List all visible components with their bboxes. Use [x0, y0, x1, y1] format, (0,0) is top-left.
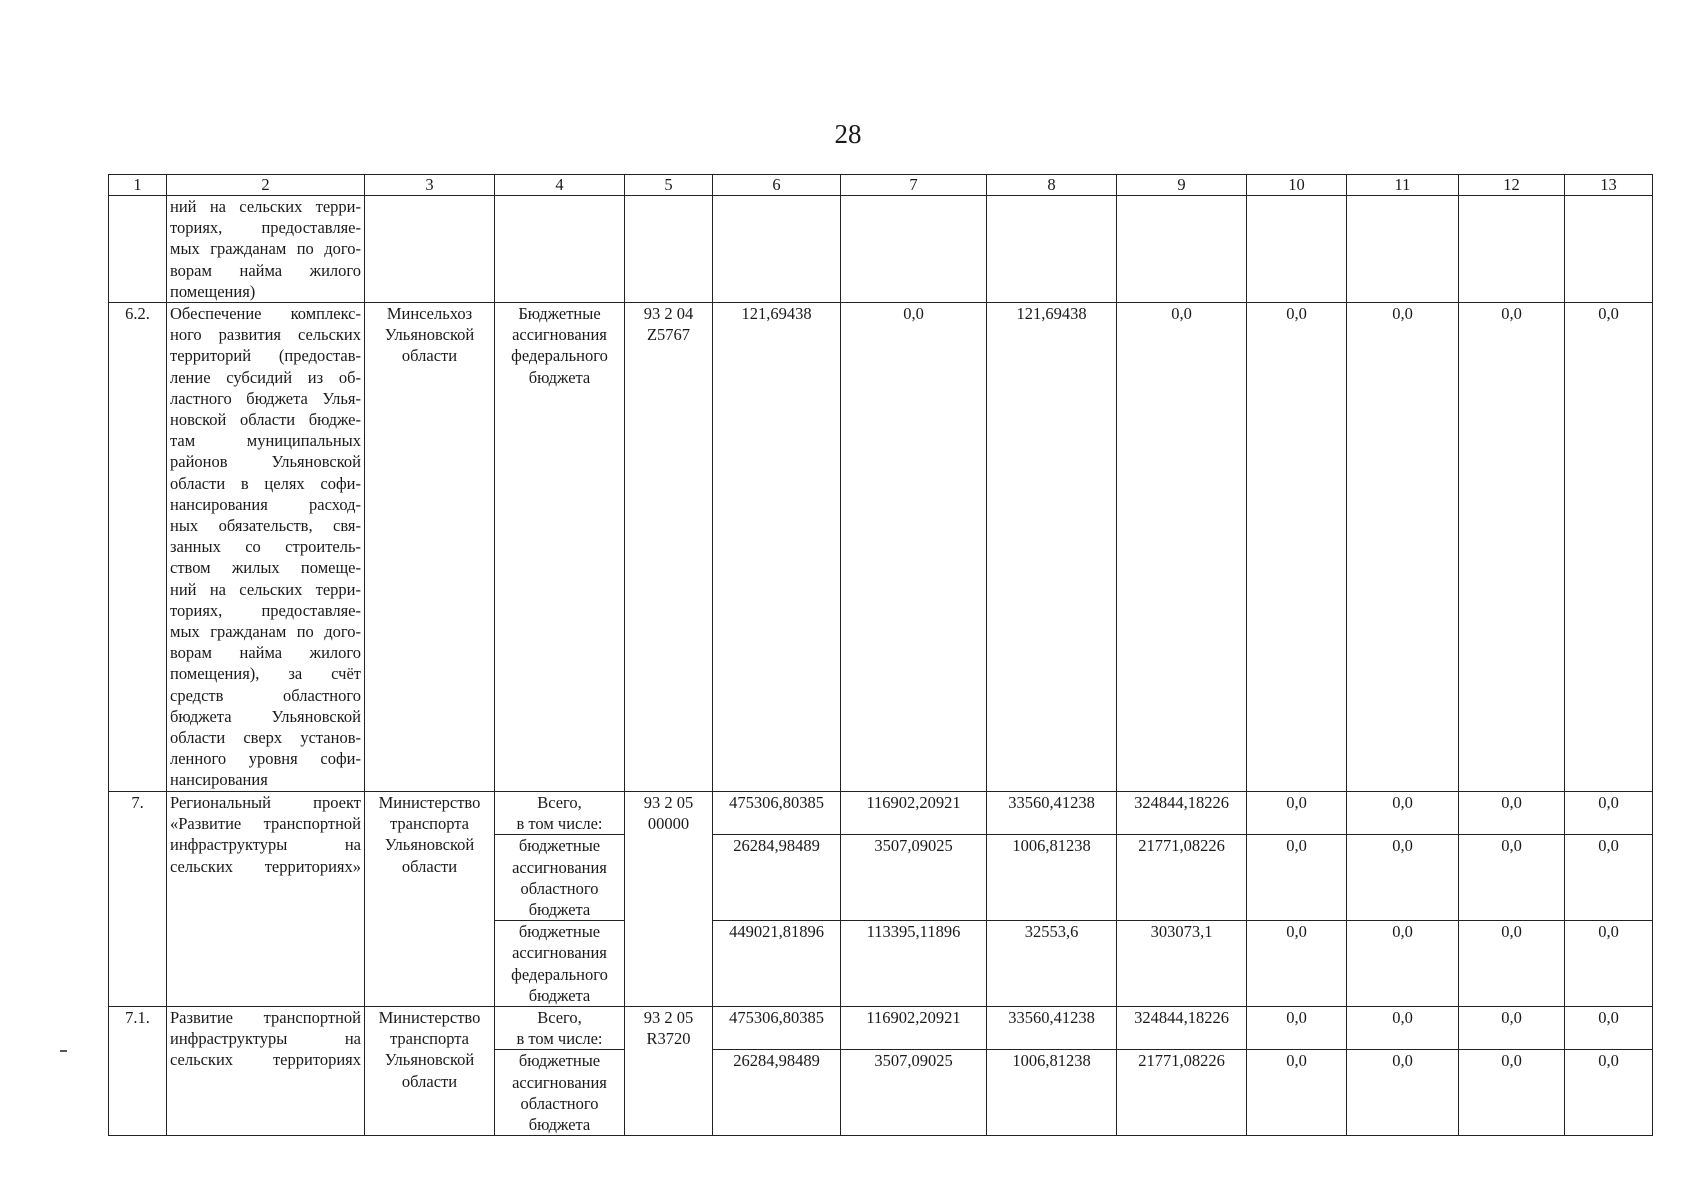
- header-cell: 4: [495, 175, 625, 196]
- value-cell: [841, 196, 987, 303]
- value-cell: 26284,98489: [713, 835, 841, 921]
- value-cell: 475306,80385: [713, 1007, 841, 1050]
- value-cell: 475306,80385: [713, 792, 841, 835]
- row-name: Развитие транспортной инфраструктуры на сельских территориях: [167, 1007, 365, 1136]
- row-number: 7.1.: [109, 1007, 167, 1136]
- value-cell: 33560,41238: [987, 792, 1117, 835]
- value-cell: 21771,08226: [1117, 835, 1247, 921]
- header-cell: 9: [1117, 175, 1247, 196]
- value-cell: [1565, 196, 1653, 303]
- value-cell: 113395,11896: [841, 921, 987, 1007]
- header-cell: 12: [1459, 175, 1565, 196]
- row-source: Всего, в том числе:: [495, 792, 625, 835]
- value-cell: [1347, 196, 1459, 303]
- value-cell: 26284,98489: [713, 1050, 841, 1136]
- value-cell: 0,0: [1565, 1007, 1653, 1050]
- value-cell: 324844,18226: [1117, 1007, 1247, 1050]
- value-cell: 0,0: [1247, 303, 1347, 792]
- header-cell: 7: [841, 175, 987, 196]
- value-cell: 303073,1: [1117, 921, 1247, 1007]
- value-cell: [713, 196, 841, 303]
- table-row: [109, 196, 1653, 303]
- table-body: [109, 175, 1653, 1136]
- row-source: бюджетные ассигнования федерального бюджета: [495, 921, 625, 1007]
- value-cell: [987, 196, 1117, 303]
- value-cell: 21771,08226: [1117, 1050, 1247, 1136]
- row-number: 6.2.: [109, 303, 167, 792]
- header-cell: 11: [1347, 175, 1459, 196]
- value-cell: 0,0: [1565, 921, 1653, 1007]
- row-responsible: [365, 196, 495, 303]
- scan-mark: [60, 1050, 67, 1052]
- value-cell: 33560,41238: [987, 1007, 1117, 1050]
- value-cell: [1117, 196, 1247, 303]
- row-name: Обеспечение комплекс- ного развития сельских территорий (предостав- ление субсидий из об- ластного бюджета Улья- новской области бюдже- там муниципальных районов Ульяновской области в целях софи- нансирования расход- ных обязательств, свя- занных со строитель- ством жилых помеще- ний на сельских терри- ториях, предоставляе- мых гражданам по дого- ворам найма жилого помещения), за счёт средств областного бюджета Ульяновской области сверх установ- ленного уровня софи- нансирования: [167, 303, 365, 792]
- value-cell: 0,0: [1347, 303, 1459, 792]
- row-number: 7.: [109, 792, 167, 1007]
- value-cell: 0,0: [1247, 835, 1347, 921]
- page-number: 28: [834, 119, 862, 149]
- header-cell: 10: [1247, 175, 1347, 196]
- value-cell: 0,0: [1347, 1050, 1459, 1136]
- value-cell: 0,0: [1347, 792, 1459, 835]
- table-row: [109, 303, 1653, 792]
- value-cell: 0,0: [1565, 835, 1653, 921]
- row-number: [109, 196, 167, 303]
- value-cell: 121,69438: [987, 303, 1117, 792]
- row-source: Всего, в том числе:: [495, 1007, 625, 1050]
- row-source: бюджетные ассигнования областного бюджета: [495, 1050, 625, 1136]
- value-cell: 32553,6: [987, 921, 1117, 1007]
- row-source: [495, 196, 625, 303]
- value-cell: 0,0: [1459, 303, 1565, 792]
- row-source: Бюджетные ассигнования федерального бюджета: [495, 303, 625, 792]
- value-cell: 0,0: [1347, 1007, 1459, 1050]
- value-cell: 0,0: [1247, 792, 1347, 835]
- table-row: [109, 1007, 1653, 1050]
- header-cell: 13: [1565, 175, 1653, 196]
- header-cell: 5: [625, 175, 713, 196]
- value-cell: 0,0: [1459, 1007, 1565, 1050]
- row-responsible: Министерство транспорта Ульяновской области: [365, 1007, 495, 1136]
- row-code: 93 2 04 Z5767: [625, 303, 713, 792]
- row-code: [625, 196, 713, 303]
- value-cell: 0,0: [1459, 792, 1565, 835]
- value-cell: [1247, 196, 1347, 303]
- row-responsible: Министерство транспорта Ульяновской области: [365, 792, 495, 1007]
- value-cell: 0,0: [841, 303, 987, 792]
- value-cell: 0,0: [1565, 792, 1653, 835]
- value-cell: 0,0: [1247, 1050, 1347, 1136]
- value-cell: 116902,20921: [841, 1007, 987, 1050]
- value-cell: 0,0: [1565, 303, 1653, 792]
- value-cell: 0,0: [1117, 303, 1247, 792]
- table-row: [109, 792, 1653, 835]
- row-name: Региональный проект «Развитие транспортной инфраструктуры на сельских территориях»: [167, 792, 365, 1007]
- value-cell: 1006,81238: [987, 1050, 1117, 1136]
- value-cell: 0,0: [1247, 921, 1347, 1007]
- value-cell: 1006,81238: [987, 835, 1117, 921]
- value-cell: 0,0: [1565, 1050, 1653, 1136]
- value-cell: 0,0: [1459, 921, 1565, 1007]
- value-cell: 121,69438: [713, 303, 841, 792]
- value-cell: 0,0: [1459, 1050, 1565, 1136]
- row-code: 93 2 05 00000: [625, 792, 713, 1007]
- header-cell: 3: [365, 175, 495, 196]
- row-responsible: Минсельхоз Ульяновской области: [365, 303, 495, 792]
- value-cell: 0,0: [1459, 835, 1565, 921]
- header-cell: 8: [987, 175, 1117, 196]
- value-cell: [1459, 196, 1565, 303]
- header-cell: 6: [713, 175, 841, 196]
- table-header-row: [109, 175, 1653, 196]
- value-cell: 0,0: [1347, 921, 1459, 1007]
- row-name: ний на сельских терри- ториях, предоставляе- мых гражданам по дого- ворам найма жилого помещения): [167, 196, 365, 303]
- value-cell: 3507,09025: [841, 1050, 987, 1136]
- value-cell: 324844,18226: [1117, 792, 1247, 835]
- value-cell: 449021,81896: [713, 921, 841, 1007]
- row-source: бюджетные ассигнования областного бюджета: [495, 835, 625, 921]
- row-code: 93 2 05 R3720: [625, 1007, 713, 1136]
- header-cell: 2: [167, 175, 365, 196]
- value-cell: 116902,20921: [841, 792, 987, 835]
- value-cell: 0,0: [1347, 835, 1459, 921]
- header-cell: 1: [109, 175, 167, 196]
- value-cell: 3507,09025: [841, 835, 987, 921]
- value-cell: 0,0: [1247, 1007, 1347, 1050]
- budget-table: [108, 174, 1653, 1136]
